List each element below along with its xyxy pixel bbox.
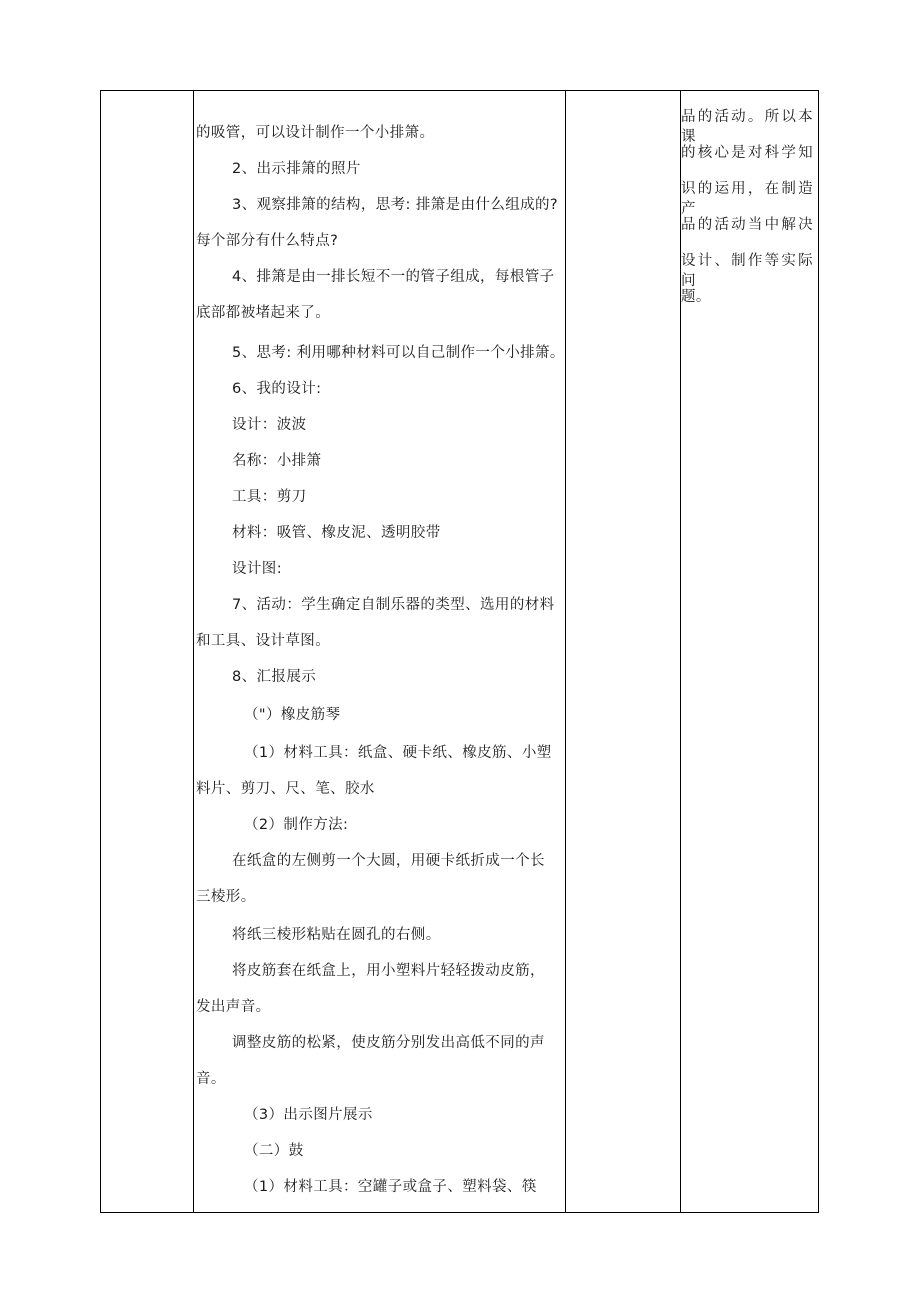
process-line: 材料：吸管、橡皮泥、透明胶带 [232, 525, 441, 541]
process-line: 每个部分有什么特点? [196, 233, 339, 249]
process-line: 在纸盒的左侧剪一个大圆，用硬卡纸折成一个长 [232, 853, 545, 869]
process-line: （"）橡皮筋琴 [244, 707, 341, 723]
process-line: 三棱形。 [196, 889, 256, 905]
process-line: （1）材料工具：纸盒、硬卡纸、橡皮筋、小塑 [244, 745, 552, 761]
process-line: （2）制作方法: [244, 817, 349, 833]
process-line: 设计：波波 [232, 417, 307, 433]
teaching-process-column [194, 91, 566, 1212]
student-activity-column [566, 91, 681, 1212]
left-empty-column [101, 91, 194, 1212]
process-line: 设计图: [232, 561, 282, 577]
lesson-table [100, 90, 819, 1213]
design-intent-column [681, 91, 818, 1212]
process-line: （二）鼓 [244, 1143, 304, 1159]
process-line: 将纸三棱形粘贴在圆孔的右侧。 [232, 927, 441, 943]
process-line: 料片、剪刀、尺、笔、胶水 [196, 781, 375, 797]
process-line: 2、出示排箫的照片 [232, 161, 361, 177]
process-line: 发出声音。 [196, 999, 271, 1015]
note-line: 品的活动。所以本课 [681, 109, 813, 145]
note-line: 题。 [681, 289, 711, 305]
process-line: 7、活动：学生确定自制乐器的类型、选用的材料 [232, 597, 555, 613]
process-line: 音。 [196, 1071, 226, 1087]
note-line: 识的运用，在制造产 [681, 181, 813, 217]
process-line: 的吸管，可以设计制作一个小排箫。 [196, 125, 435, 141]
process-line: 4、排箫是由一排长短不一的管子组成，每根管子 [232, 269, 555, 285]
process-line: 5、思考: 利用哪种材料可以自己制作一个小排箫。 [232, 345, 565, 361]
process-line: 调整皮筋的松紧，使皮筋分别发出高低不同的声 [232, 1035, 545, 1051]
note-line: 的核心是对科学知 [681, 145, 813, 161]
process-line: 底部都被堵起来了。 [196, 305, 331, 321]
process-line: （3）出示图片展示 [244, 1107, 373, 1123]
process-line: 和工具、设计草图。 [196, 633, 331, 649]
process-line: 将皮筋套在纸盒上，用小塑料片轻轻拨动皮筋， [232, 963, 545, 979]
note-line: 设计、制作等实际问 [681, 253, 813, 289]
process-line: 8、汇报展示 [232, 669, 317, 685]
process-line: 6、我的设计: [232, 381, 322, 397]
process-line: 工具：剪刀 [232, 489, 307, 505]
process-line: 名称：小排箫 [232, 453, 322, 469]
process-line: 3、观察排箫的结构，思考: 排箫是由什么组成的? [232, 197, 559, 213]
process-line: （1）材料工具：空罐子或盒子、塑料袋、筷 [244, 1179, 537, 1195]
note-line: 品的活动当中解决 [681, 217, 813, 233]
